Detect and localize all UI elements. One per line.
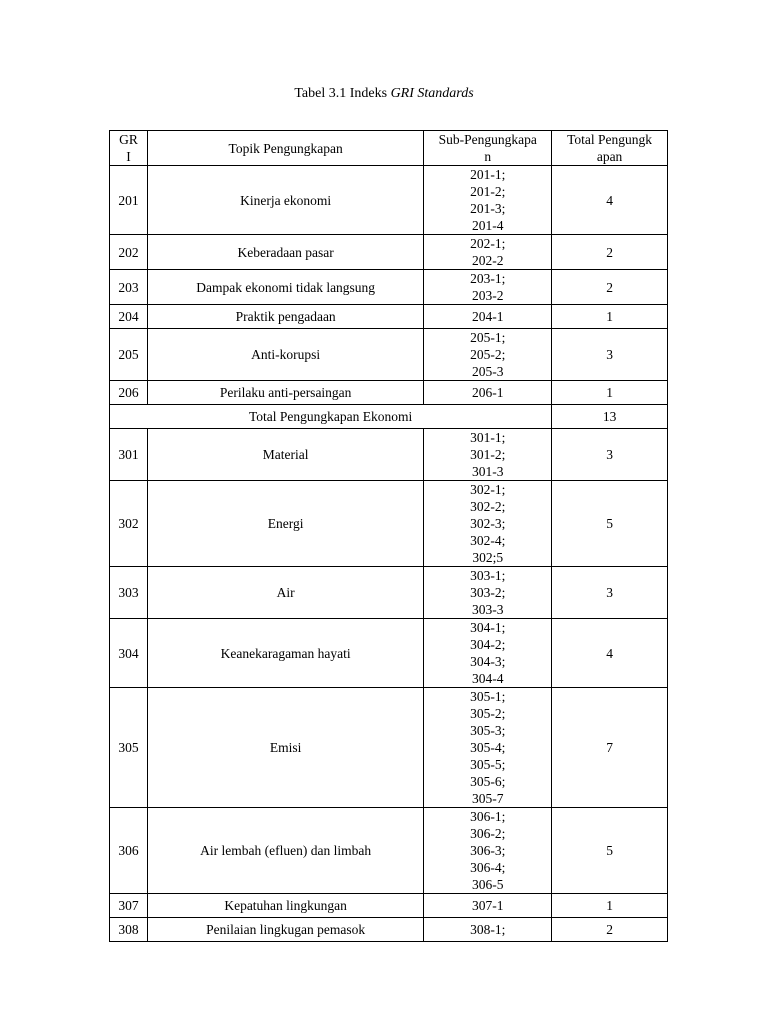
- summary-total: 13: [552, 405, 668, 429]
- cell-sub-disclosures: [424, 688, 552, 808]
- cell-total: 2: [552, 918, 668, 942]
- cell-topic: Energi: [147, 481, 423, 567]
- sub-disclosure-code: 201-1;: [470, 167, 506, 182]
- sub-disclosure-code: 301-1;: [470, 430, 506, 445]
- cell-gri: 304: [110, 619, 148, 688]
- header-topic: Topik Pengungkapan: [147, 131, 423, 166]
- cell-gri: 203: [110, 270, 148, 305]
- cell-total: 2: [552, 270, 668, 305]
- cell-total: 1: [552, 894, 668, 918]
- sub-disclosure-code: 304-4: [472, 671, 504, 686]
- table-row: [110, 894, 668, 918]
- table-row: [110, 918, 668, 942]
- table-row: [110, 481, 668, 567]
- sub-disclosure-code: 303-2;: [470, 585, 506, 600]
- cell-topic: Air lembah (efluen) dan limbah: [147, 808, 423, 894]
- cell-topic: Keberadaan pasar: [147, 235, 423, 270]
- table-body: [110, 131, 668, 942]
- caption-prefix: Tabel 3.1 Indeks: [294, 86, 391, 101]
- summary-row: [110, 405, 668, 429]
- sub-disclosure-code: 307-1: [472, 898, 504, 913]
- cell-topic: Emisi: [147, 688, 423, 808]
- sub-disclosure-code: 203-2: [472, 288, 504, 303]
- cell-sub-disclosures: [424, 305, 552, 329]
- table-row: [110, 808, 668, 894]
- cell-total: 3: [552, 329, 668, 381]
- sub-disclosure-code: 205-2;: [470, 347, 506, 362]
- sub-disclosure-code: 205-3: [472, 364, 504, 379]
- cell-topic: Keanekaragaman hayati: [147, 619, 423, 688]
- cell-sub-disclosures: [424, 481, 552, 567]
- header-gri: GR I: [110, 131, 148, 166]
- sub-disclosure-code: 302;5: [472, 550, 504, 565]
- gri-index-table: [109, 130, 668, 942]
- cell-sub-disclosures: [424, 918, 552, 942]
- cell-sub-disclosures: [424, 808, 552, 894]
- sub-disclosure-code: 306-4;: [470, 860, 506, 875]
- cell-total: 3: [552, 567, 668, 619]
- cell-gri: 301: [110, 429, 148, 481]
- cell-total: 1: [552, 381, 668, 405]
- cell-topic: Anti-korupsi: [147, 329, 423, 381]
- cell-topic: Perilaku anti-persaingan: [147, 381, 423, 405]
- sub-disclosure-code: 302-4;: [470, 533, 506, 548]
- cell-gri: 202: [110, 235, 148, 270]
- sub-disclosure-code: 305-6;: [470, 774, 506, 789]
- cell-topic: Praktik pengadaan: [147, 305, 423, 329]
- sub-disclosure-code: 203-1;: [470, 271, 506, 286]
- table-caption: [0, 86, 768, 102]
- sub-disclosure-code: 204-1: [472, 309, 504, 324]
- cell-sub-disclosures: [424, 894, 552, 918]
- sub-disclosure-code: 205-1;: [470, 330, 506, 345]
- sub-disclosure-code: 201-3;: [470, 201, 506, 216]
- sub-disclosure-code: 303-3: [472, 602, 504, 617]
- cell-sub-disclosures: [424, 166, 552, 235]
- table-row: [110, 270, 668, 305]
- sub-disclosure-code: 206-1: [472, 385, 504, 400]
- cell-sub-disclosures: [424, 429, 552, 481]
- cell-sub-disclosures: [424, 567, 552, 619]
- sub-disclosure-code: 202-1;: [470, 236, 506, 251]
- sub-disclosure-code: 301-2;: [470, 447, 506, 462]
- cell-gri: 308: [110, 918, 148, 942]
- cell-sub-disclosures: [424, 270, 552, 305]
- cell-topic: Penilaian lingkugan pemasok: [147, 918, 423, 942]
- sub-disclosure-code: 302-2;: [470, 499, 506, 514]
- sub-disclosure-code: 305-2;: [470, 706, 506, 721]
- header-total: Total Pengungk apan: [552, 131, 668, 166]
- table-row: [110, 619, 668, 688]
- sub-disclosure-code: 305-3;: [470, 723, 506, 738]
- sub-disclosure-code: 306-5: [472, 877, 504, 892]
- sub-disclosure-code: 301-3: [472, 464, 504, 479]
- sub-disclosure-code: 303-1;: [470, 568, 506, 583]
- cell-topic: Dampak ekonomi tidak langsung: [147, 270, 423, 305]
- caption-italic: GRI Standards: [390, 86, 474, 101]
- cell-total: 2: [552, 235, 668, 270]
- cell-gri: 205: [110, 329, 148, 381]
- cell-sub-disclosures: [424, 381, 552, 405]
- summary-label: Total Pengungkapan Ekonomi: [110, 405, 552, 429]
- table-row: [110, 305, 668, 329]
- cell-total: 3: [552, 429, 668, 481]
- table-row: [110, 329, 668, 381]
- cell-gri: 305: [110, 688, 148, 808]
- table-row: [110, 166, 668, 235]
- cell-gri: 302: [110, 481, 148, 567]
- sub-disclosure-code: 306-1;: [470, 809, 506, 824]
- sub-disclosure-code: 201-4: [472, 218, 504, 233]
- header-sub: Sub-Pengungkapa n: [424, 131, 552, 166]
- cell-total: 5: [552, 481, 668, 567]
- sub-disclosure-code: 305-4;: [470, 740, 506, 755]
- cell-gri: 206: [110, 381, 148, 405]
- cell-sub-disclosures: [424, 329, 552, 381]
- cell-total: 5: [552, 808, 668, 894]
- cell-total: 1: [552, 305, 668, 329]
- cell-topic: Kinerja ekonomi: [147, 166, 423, 235]
- cell-gri: 303: [110, 567, 148, 619]
- cell-gri: 204: [110, 305, 148, 329]
- sub-disclosure-code: 305-5;: [470, 757, 506, 772]
- sub-disclosure-code: 304-1;: [470, 620, 506, 635]
- table-row: [110, 429, 668, 481]
- sub-disclosure-code: 305-7: [472, 791, 504, 806]
- cell-sub-disclosures: [424, 619, 552, 688]
- sub-disclosure-code: 308-1;: [470, 922, 506, 937]
- cell-sub-disclosures: [424, 235, 552, 270]
- sub-disclosure-code: 201-2;: [470, 184, 506, 199]
- cell-topic: Material: [147, 429, 423, 481]
- table-row: [110, 381, 668, 405]
- sub-disclosure-code: 302-3;: [470, 516, 506, 531]
- sub-disclosure-code: 306-2;: [470, 826, 506, 841]
- cell-topic: Air: [147, 567, 423, 619]
- header-row: [110, 131, 668, 166]
- cell-total: 4: [552, 166, 668, 235]
- cell-total: 4: [552, 619, 668, 688]
- cell-topic: Kepatuhan lingkungan: [147, 894, 423, 918]
- sub-disclosure-code: 306-3;: [470, 843, 506, 858]
- sub-disclosure-code: 305-1;: [470, 689, 506, 704]
- sub-disclosure-code: 202-2: [472, 253, 504, 268]
- table-row: [110, 567, 668, 619]
- table-row: [110, 688, 668, 808]
- cell-total: 7: [552, 688, 668, 808]
- sub-disclosure-code: 304-3;: [470, 654, 506, 669]
- sub-disclosure-code: 302-1;: [470, 482, 506, 497]
- cell-gri: 306: [110, 808, 148, 894]
- cell-gri: 201: [110, 166, 148, 235]
- table-row: [110, 235, 668, 270]
- cell-gri: 307: [110, 894, 148, 918]
- sub-disclosure-code: 304-2;: [470, 637, 506, 652]
